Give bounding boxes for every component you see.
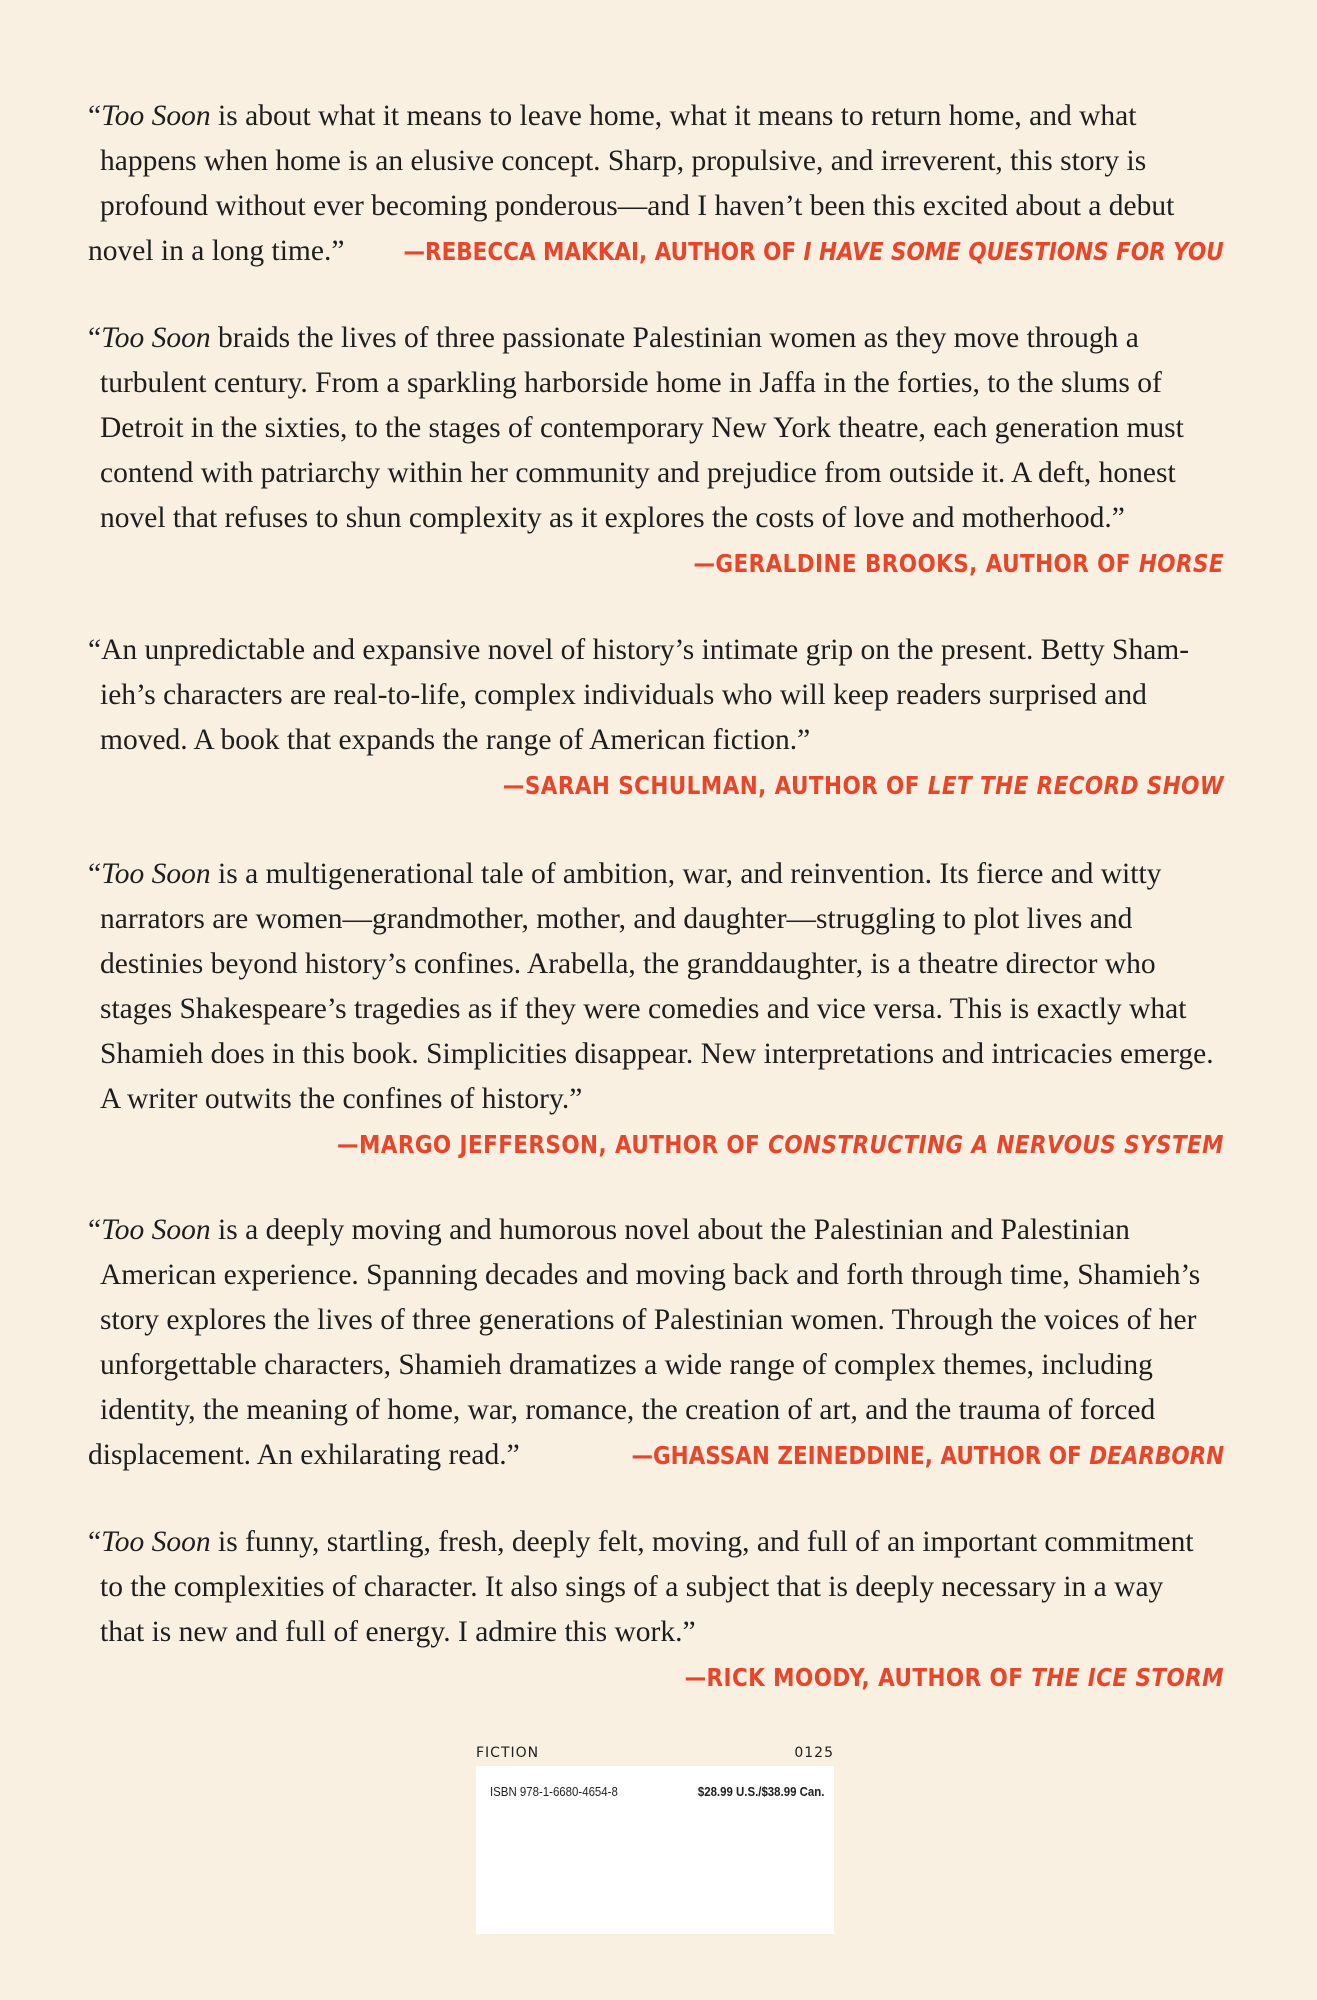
blurb-line: narrators are women—grandmother, mother, and daughter—struggling to plot lives and (100, 903, 1133, 935)
blurb-line: novel that refuses to shun complexity as it explores the costs of love and motherhood.” (100, 502, 1125, 534)
book-title: Too Soon (101, 858, 211, 890)
attribution (631, 1433, 1224, 1478)
blurb-text (88, 628, 1224, 763)
blurb-line: is about what it means to leave home, what it means to return home, and what (210, 100, 1137, 132)
blurb-line: is funny, startling, fresh, deeply felt, moving, and full of an important commitment (210, 1526, 1194, 1558)
attribution-author: —REBECCA MAKKAI, AUTHOR OF (403, 237, 804, 266)
blurb-line: stages Shakespeare’s tragedies as if they were comedies and vice versa. This is exactly what (100, 993, 1187, 1025)
blurb-text (88, 316, 1224, 541)
blurb-schulman (88, 628, 1224, 808)
open-quote: “ (88, 322, 102, 354)
blurb-line: story explores the lives of three generations of Palestinian women. Through the voices of her (100, 1304, 1197, 1336)
attribution (257, 763, 1224, 808)
price: $28.99 U.S./$38.99 Can. (697, 1784, 825, 1799)
attribution-author: —SARAH SCHULMAN, AUTHOR OF (502, 771, 928, 800)
book-title: Too Soon (101, 1214, 211, 1246)
blurb-text (88, 852, 1224, 1122)
blurb-line: to the complexities of character. It also sings of a subject that is deeply necessary in a way (100, 1571, 1164, 1603)
attribution (257, 1655, 1224, 1700)
attribution-author: —MARGO JEFFERSON, AUTHOR OF (337, 1130, 769, 1159)
barcode-area (476, 1740, 834, 1935)
attribution-book: DEARBORN (1089, 1441, 1224, 1470)
blurb-line: ieh’s characters are real-to-life, complex individuals who will keep readers surprised and (100, 679, 1147, 711)
blurb-line: Shamieh does in this book. Simplicities disappear. New interpretations and intricacies emerge. (100, 1038, 1214, 1070)
blurb-text (88, 1520, 1224, 1655)
blurb-line: moved. A book that expands the range of American fiction.” (100, 724, 811, 756)
attribution-book: LET THE RECORD SHOW (927, 771, 1224, 800)
blurb-text (88, 94, 1224, 274)
isbn: ISBN 978-1-6680-4654-8 (490, 1784, 618, 1799)
blurb-line: contend with patriarchy within her community and prejudice from outside it. A deft, honest (100, 457, 1176, 489)
open-quote: “ (88, 1526, 102, 1558)
blurb-makkai (88, 94, 1224, 274)
blurb-line: destinies beyond history’s confines. Arabella, the granddaughter, is a theatre director who (100, 948, 1156, 980)
attribution-author: —RICK MOODY, AUTHOR OF (684, 1663, 1032, 1692)
blurb-line: A writer outwits the confines of history.” (100, 1083, 583, 1115)
book-title: Too Soon (101, 1526, 211, 1558)
blurb-line: is a multigenerational tale of ambition, war, and reinvention. Its fierce and witty (210, 858, 1162, 890)
attribution (257, 1122, 1224, 1167)
attribution-book: I HAVE SOME QUESTIONS FOR YOU (803, 237, 1224, 266)
category-label: FICTION (476, 1745, 540, 1761)
blurb-line: American experience. Spanning decades and moving back and forth through time, Shamieh’s (100, 1259, 1201, 1291)
attribution-book: THE ICE STORM (1031, 1663, 1224, 1692)
blurb-line: that is new and full of energy. I admire this work.” (100, 1616, 696, 1648)
blurb-jefferson (88, 852, 1224, 1167)
blurb-line: profound without ever becoming ponderous—and I haven’t been this excited about a debut (100, 190, 1175, 222)
blurb-line: happens when home is an elusive concept. Sharp, propulsive, and irreverent, this story is (100, 145, 1147, 177)
blurb-moody (88, 1520, 1224, 1700)
blurb-line: turbulent century. From a sparkling harborside home in Jaffa in the forties, to the slums of (100, 367, 1162, 399)
book-title: Too Soon (101, 100, 211, 132)
attribution-book: CONSTRUCTING A NERVOUS SYSTEM (768, 1130, 1224, 1159)
price-code: 0125 (794, 1745, 834, 1761)
blurb-line: Detroit in the sixties, to the stages of contemporary New York theatre, each generation must (100, 412, 1184, 444)
blurb-line: identity, the meaning of home, war, romance, the creation of art, and the trauma of forced (100, 1394, 1156, 1426)
blurb-line: unforgettable characters, Shamieh dramatizes a wide range of complex themes, including (100, 1349, 1153, 1381)
blurb-line: braids the lives of three passionate Palestinian women as they move through a (210, 322, 1139, 354)
attribution-author: —GHASSAN ZEINEDDINE, AUTHOR OF (631, 1441, 1090, 1470)
isbn-line (490, 1784, 824, 1799)
open-quote: “ (88, 1214, 102, 1246)
attribution-author: —GERALDINE BROOKS, AUTHOR OF (693, 549, 1139, 578)
blurb-line: “An unpredictable and expansive novel of history’s intimate grip on the present. Betty Sham- (88, 634, 1190, 666)
blurb-line: novel in a long time.” (88, 235, 345, 267)
attribution (257, 541, 1224, 586)
blurb-zeineddine (88, 1208, 1224, 1478)
blurb-line: is a deeply moving and humorous novel about the Palestinian and Palestinian (210, 1214, 1130, 1246)
open-quote: “ (88, 858, 102, 890)
barcode-labels (476, 1740, 834, 1766)
attribution-book: HORSE (1138, 549, 1224, 578)
blurb-line: displacement. An exhilarating read.” (88, 1439, 520, 1471)
blurb-brooks (88, 316, 1224, 586)
barcode-box (476, 1766, 834, 1934)
blurb-text (88, 1208, 1224, 1478)
book-title: Too Soon (101, 322, 211, 354)
attribution (403, 229, 1224, 274)
open-quote: “ (88, 100, 102, 132)
